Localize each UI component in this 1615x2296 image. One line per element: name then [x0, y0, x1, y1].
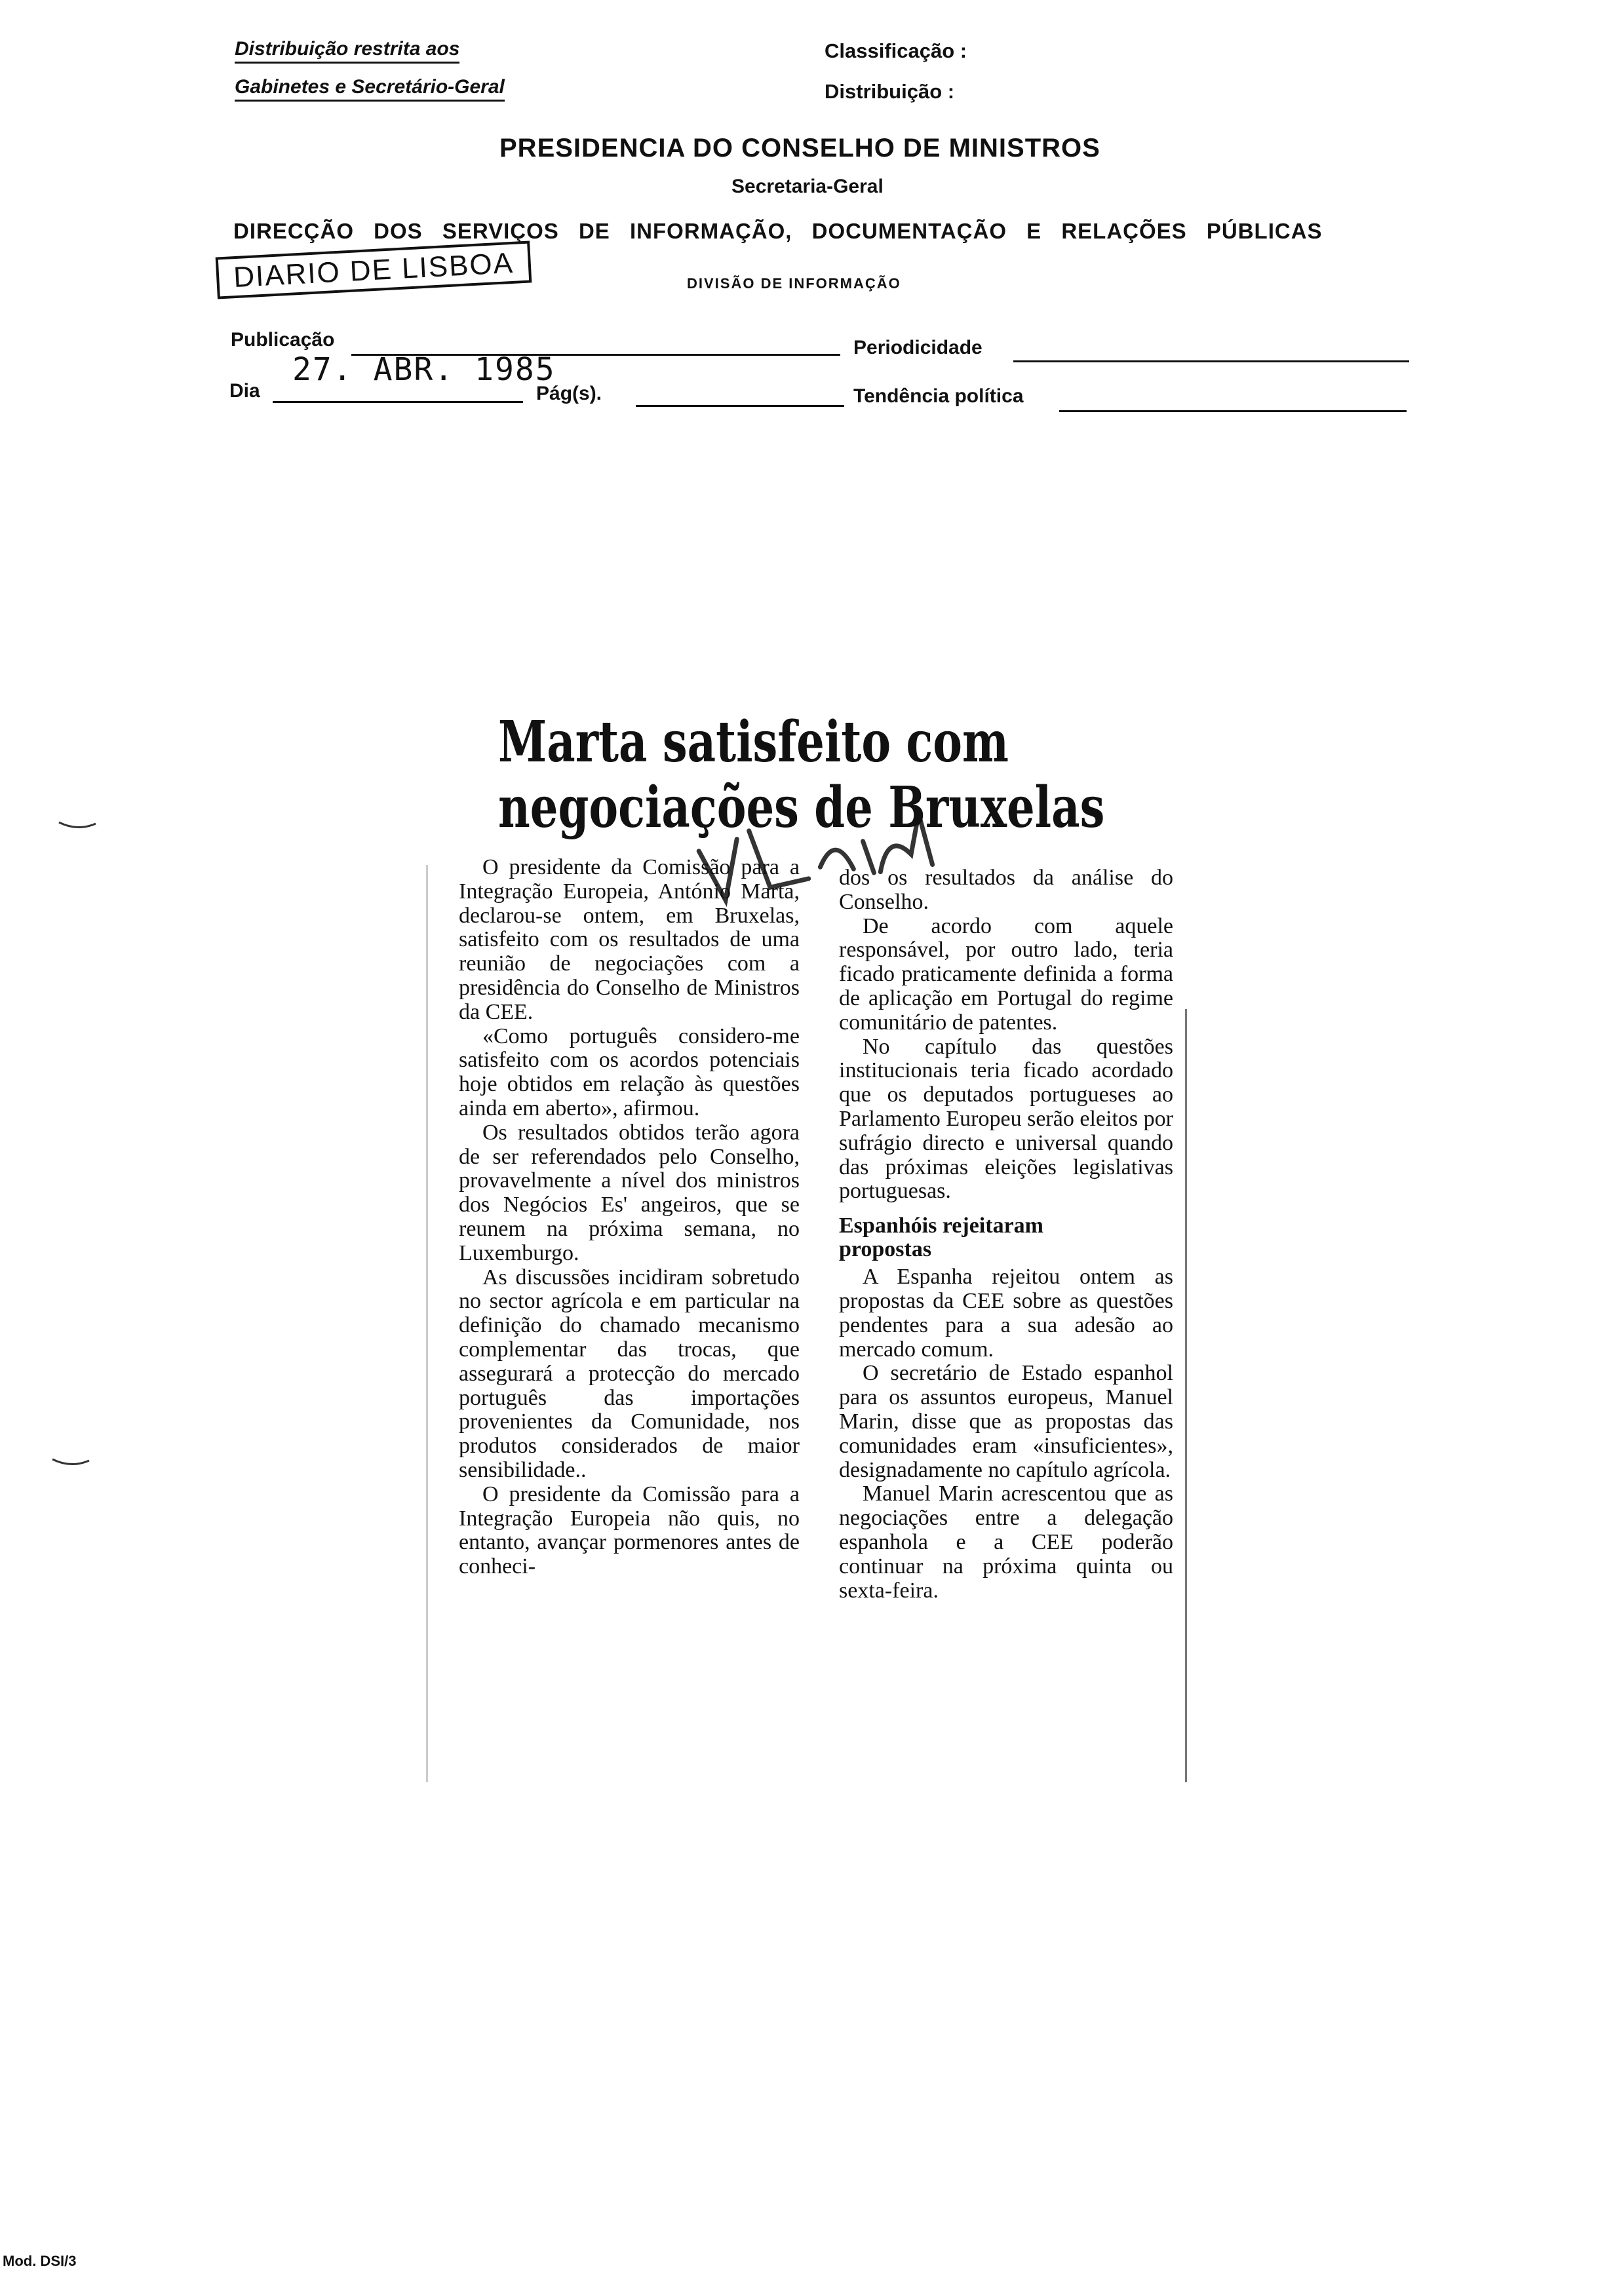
margin-tick-upper-icon: [58, 820, 97, 833]
pags-label: Pág(s).: [536, 383, 602, 404]
periodicidade-line: [1013, 360, 1409, 362]
col1-paragraph-5: O presidente da Comissão para a Integração Europeia não quis, no entanto, avançar pormenores antes de conheci-: [459, 1482, 800, 1579]
publicacao-label: Publicação: [231, 329, 335, 351]
col2b-paragraph-1: A Espanha rejeitou ontem as propostas da CEE sobre as questões pendentes para a sua adesão ao mercado comum.: [839, 1265, 1173, 1362]
clipping-edge-left: [426, 865, 428, 1782]
subheading: [839, 1214, 1173, 1261]
restricted-distribution-line1: Distribuição restrita aos: [235, 38, 459, 64]
dia-label: Dia: [229, 380, 260, 402]
col1-paragraph-1: O presidente da Comissão para a Integração Europeia, António Marta, declarou-se ontem, em Bruxelas, satisfeito com os resultados de uma reunião de negociações com a presidência do Conselho de Ministros da CEE.: [459, 855, 800, 1024]
margin-mark-upper: [58, 810, 97, 839]
margin-mark-lower: [51, 1447, 90, 1476]
newspaper-stamp: DIARIO DE LISBOA: [216, 240, 532, 299]
col1-paragraph-3: Os resultados obtidos terão agora de ser referendados pelo Conselho, provavelmente a nível dos ministros dos Negócios Es' angeiros, que se reunem na próxima semana, no Luxemburgo.: [459, 1120, 800, 1265]
tendencia-line: [1059, 410, 1407, 412]
margin-tick-lower-icon: [51, 1457, 90, 1470]
direccao-line: DIRECÇÃO DOS SERVIÇOS DE INFORMAÇÃO, DOCUMENTAÇÃO E RELAÇÕES PÚBLICAS: [233, 219, 1323, 243]
restricted-distribution-line2: Gabinetes e Secretário-Geral: [235, 76, 505, 102]
article-column-2: [839, 866, 1173, 1603]
col2-continuation: dos os resultados da análise do Conselho.: [839, 866, 1173, 914]
col2-paragraph-2: No capítulo das questões institucionais teria ficado acordado que os deputados portugueses ao Parlamento Europeu serão eleitos por sufrágio directo e universal quando das próximas eleições legislativas portuguesas.: [839, 1034, 1173, 1204]
subheading-line1: Espanhóis rejeitaram: [839, 1214, 1043, 1238]
page-title: PRESIDENCIA DO CONSELHO DE MINISTROS: [499, 134, 1100, 163]
headline-line1: Marta satisfeito com: [498, 709, 1009, 775]
page-subtitle: Secretaria-Geral: [731, 176, 884, 197]
article-column-1: [459, 856, 800, 1579]
classificacao-label: Classificação :: [825, 39, 967, 62]
subheading-line2: propostas: [839, 1237, 932, 1262]
col1-paragraph-2: «Como português considero-me satisfeito com os acordos potenciais hoje obtidos em relação às questões ainda em aberto», afirmou.: [459, 1024, 800, 1120]
col2b-paragraph-2: O secretário de Estado espanhol para os assuntos europeus, Manuel Marin, disse que as propostas das comunidades eram «insuficientes», designadamente no capítulo agrícola.: [839, 1361, 1173, 1482]
divisao-label: DIVISÃO DE INFORMAÇÃO: [687, 275, 901, 292]
form-code: Mod. DSI/3: [3, 2253, 77, 2269]
tendencia-label: Tendência política: [853, 385, 1024, 407]
distribuicao-label: Distribuição :: [825, 80, 955, 103]
dia-line: [273, 401, 523, 403]
date-stamp: 27. ABR. 1985: [292, 351, 556, 388]
periodicidade-label: Periodicidade: [853, 337, 983, 358]
col1-paragraph-4: As discussões incidiram sobretudo no sector agrícola e em particular na definição do chamado mecanismo complementar das trocas, que assegurará a protecção do mercado português das importações provenientes da Comunidade, nos produtos considerados de maior sensibilidade..: [459, 1265, 800, 1482]
clipping-edge-right: [1185, 1009, 1187, 1782]
pags-line: [636, 405, 844, 407]
col2b-paragraph-3: Manuel Marin acrescentou que as negociações entre a delegação espanhola e a CEE poderão continuar na próxima quinta ou sexta-feira.: [839, 1482, 1173, 1603]
headline-line2: negociações de Bruxelas: [498, 775, 1105, 841]
col2-paragraph-1: De acordo com aquele responsável, por outro lado, teria ficado praticamente definida a forma de aplicação em Portugal do regime comunitário de patentes.: [839, 913, 1173, 1035]
